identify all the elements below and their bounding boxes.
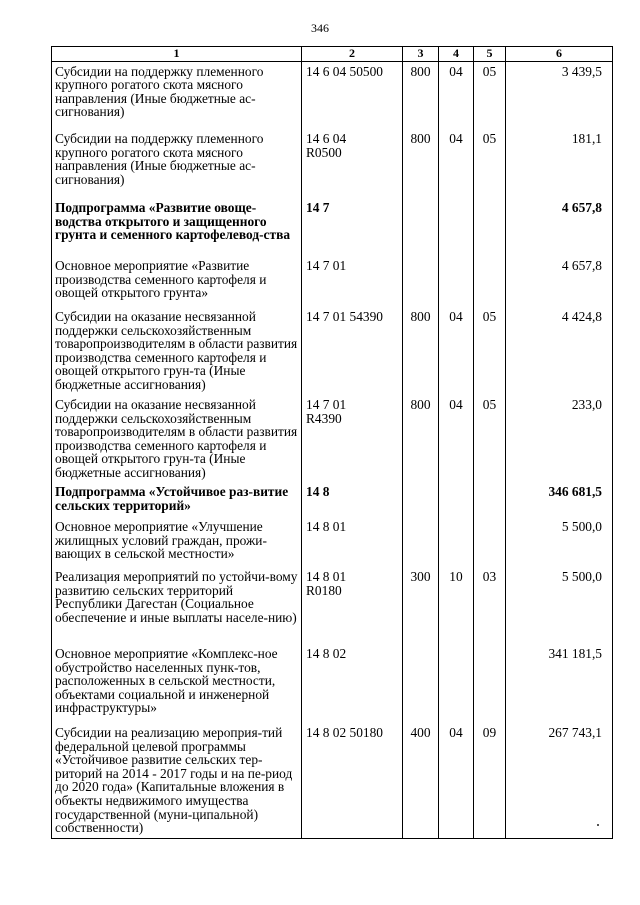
row-expense-type: 800 [403,61,439,129]
column-header-amount: 6 [506,47,613,62]
row-section: 10 [439,567,474,644]
row-name: Субсидии на оказание несвязанной поддержки сельскохозяйственным товаропроизводителям в области развития производства семенного картофеля и овощей открытого грун-та (Иные бюджетные ассигнования) [52,395,302,482]
row-name: Основное мероприятие «Развитие производства семенного картофеля и овощей открытого грунта» [52,256,302,307]
row-subsection: 05 [474,395,506,482]
row-subsection [474,482,506,517]
row-subsection: 09 [474,723,506,838]
row-amount: 4 657,8 [506,256,613,307]
row-subsection [474,256,506,307]
row-code: 14 8 02 [302,644,403,723]
table-row [52,517,613,567]
row-code: 14 6 04 50500 [302,61,403,129]
row-name: Подпрограмма «Устойчивое раз-витие сельских территорий» [52,482,302,517]
row-subsection [474,517,506,567]
table-row [52,61,613,129]
table-row [52,567,613,644]
column-header-name: 1 [52,47,302,62]
row-amount: 5 500,0 [506,517,613,567]
row-amount: 267 743,1 [506,723,613,838]
row-name: Субсидии на оказание несвязанной поддержки сельскохозяйственным товаропроизводителям в области развития производства семенного картофеля и овощей открытого грун-та (Иные бюджетные ассигнования) [52,307,302,395]
column-header-code: 2 [302,47,403,62]
row-expense-type: 800 [403,307,439,395]
row-subsection: 03 [474,567,506,644]
table-row [52,395,613,482]
row-expense-type [403,482,439,517]
row-name: Субсидии на реализацию мероприя-тий федеральной целевой программы «Устойчивое развитие сельских тер-риторий на 2014 - 2017 годы и на пе-риод до 2020 года» (Капитальные вложения в объекты недвижимого имущества государственной (муни-ципальной) собственности) [52,723,302,838]
page-number: 346 [311,21,329,35]
row-amount: 181,1 [506,129,613,198]
table-row [52,644,613,723]
row-section: 04 [439,723,474,838]
row-expense-type [403,517,439,567]
row-expense-type: 800 [403,129,439,198]
column-header-section: 4 [439,47,474,62]
row-section [439,482,474,517]
row-name: Подпрограмма «Развитие овоще-водства открытого и защищенного грунта и семенного картофелевод-ства [52,198,302,256]
row-section [439,198,474,256]
row-expense-type: 300 [403,567,439,644]
table-row [52,129,613,198]
row-code-text: 14 8 01 R0180 [306,569,347,598]
row-expense-type: 400 [403,723,439,838]
row-name: Субсидии на поддержку племенного крупного рогатого скота мясного направления (Иные бюджетные ас-сигнования) [52,129,302,198]
row-section: 04 [439,129,474,198]
row-amount: 346 681,5 [506,482,613,517]
row-code [302,567,403,644]
table-row [52,723,613,838]
row-name: Реализация мероприятий по устойчи-вому развитию сельских территорий Республики Дагестан (Социальное обеспечение и иные выплаты населе-нию) [52,567,302,644]
row-subsection [474,198,506,256]
row-section: 04 [439,395,474,482]
row-expense-type: 800 [403,395,439,482]
column-header-subsection: 5 [474,47,506,62]
row-name: Основное мероприятие «Улучшение жилищных условий граждан, прожи-вающих в сельской местности» [52,517,302,567]
budget-table [51,46,613,839]
scan-speck [597,824,599,826]
table-row [52,307,613,395]
row-expense-type [403,256,439,307]
row-subsection: 05 [474,61,506,129]
row-code: 14 7 01 54390 [302,307,403,395]
row-name: Субсидии на поддержку племенного крупного рогатого скота мясного направления (Иные бюджетные ас-сигнования) [52,61,302,129]
row-code: 14 7 01 [302,256,403,307]
row-section: 04 [439,61,474,129]
row-code: 14 7 [302,198,403,256]
row-subsection: 05 [474,129,506,198]
row-amount: 233,0 [506,395,613,482]
header-row [52,47,613,62]
row-section [439,644,474,723]
row-amount: 4 424,8 [506,307,613,395]
table-row-subprogram [52,482,613,517]
row-name: Основное мероприятие «Комплекс-ное обустройство населенных пунк-тов, расположенных в сельской местности, объектами социальной и инженерной инфраструктуры» [52,644,302,723]
row-code [302,129,403,198]
column-header-expense-type: 3 [403,47,439,62]
row-code-text: 14 6 04 R0500 [306,131,347,160]
row-amount: 3 439,5 [506,61,613,129]
row-amount: 341 181,5 [506,644,613,723]
row-code: 14 8 [302,482,403,517]
row-subsection: 05 [474,307,506,395]
row-section [439,256,474,307]
row-expense-type [403,198,439,256]
row-code [302,395,403,482]
row-code: 14 8 02 50180 [302,723,403,838]
row-amount: 5 500,0 [506,567,613,644]
table-row-subprogram [52,198,613,256]
row-section [439,517,474,567]
row-subsection [474,644,506,723]
table-row [52,256,613,307]
row-code-text: 14 7 01 R4390 [306,397,347,426]
row-amount: 4 657,8 [506,198,613,256]
row-section: 04 [439,307,474,395]
row-expense-type [403,644,439,723]
row-code: 14 8 01 [302,517,403,567]
